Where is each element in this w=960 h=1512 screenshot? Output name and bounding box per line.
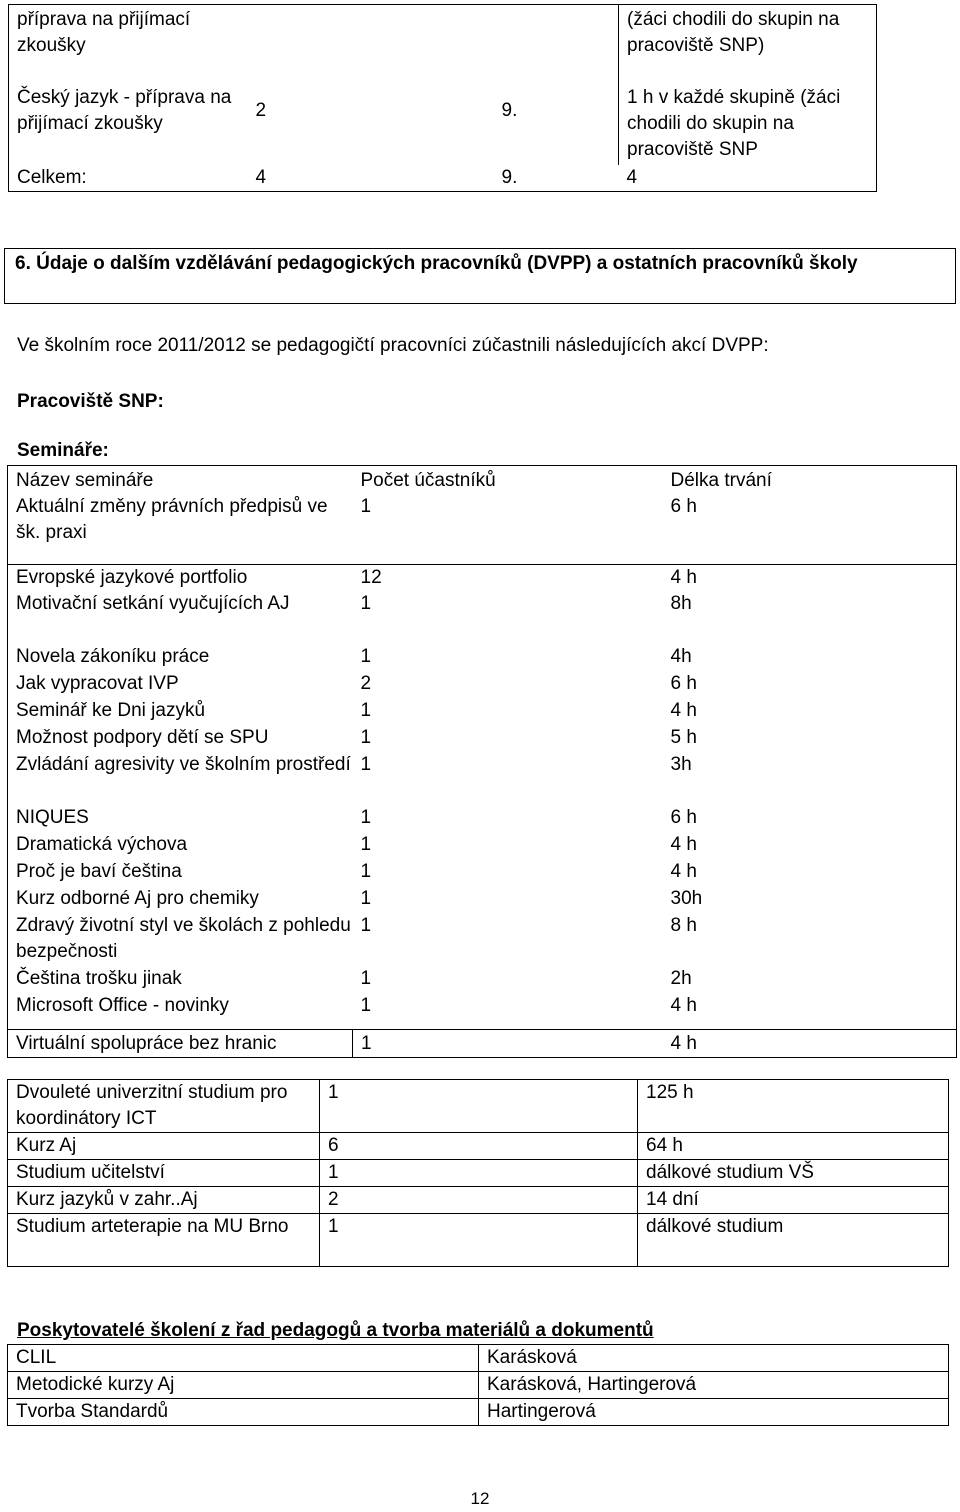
table-cell: Proč je baví čeština xyxy=(8,859,353,886)
table-cell: 1 xyxy=(360,834,372,855)
table-cell: 1 xyxy=(360,915,372,936)
table-row xyxy=(8,494,957,564)
table-row xyxy=(9,5,877,85)
table-cell: 4 h xyxy=(663,1029,957,1057)
table-row xyxy=(8,1029,957,1057)
table-cell: 4h xyxy=(663,644,957,671)
table-row xyxy=(8,832,957,859)
table-cell: Tvorba Standardů xyxy=(8,1399,479,1426)
table-cell: 30h xyxy=(663,886,957,913)
table-cell: 8h xyxy=(663,591,957,644)
table-cell: dálkové studium xyxy=(638,1214,949,1267)
table-cell: Studium učitelství xyxy=(8,1160,320,1187)
table-row xyxy=(8,671,957,698)
table-cell: (žáci chodili do skupin na pracoviště SNP) xyxy=(619,5,877,85)
table-cell xyxy=(254,5,502,85)
table-cell: Virtuální spolupráce bez hranic xyxy=(8,1029,353,1057)
table-row xyxy=(8,1214,949,1267)
table-cell: Aktuální změny právních předpisů ve šk. praxi xyxy=(8,494,353,564)
table-header-row xyxy=(8,466,957,495)
table-cell: Možnost podpory dětí se SPU xyxy=(8,725,353,752)
table-row xyxy=(8,1080,949,1133)
table-row xyxy=(8,752,957,805)
table-row xyxy=(8,591,957,644)
table-cell: příprava na přijímací zkoušky xyxy=(17,9,191,56)
table-cell: 9. xyxy=(501,99,518,121)
table-cell: Evropské jazykové portfolio xyxy=(8,564,353,591)
table-cell: Čeština trošku jinak xyxy=(8,966,353,993)
table-cell: 1 xyxy=(360,593,372,614)
table-row xyxy=(8,698,957,725)
section-heading-box xyxy=(4,248,956,304)
table-cell: Celkem: xyxy=(17,166,87,188)
table-cell: Zvládání agresivity ve školním prostředí xyxy=(8,752,353,805)
table-row xyxy=(8,1187,949,1214)
table-cell: 1 xyxy=(360,968,372,989)
table-row xyxy=(8,859,957,886)
table-cell: 1 xyxy=(360,861,372,882)
table-cell: 1 xyxy=(360,646,372,667)
table-cell: 2 xyxy=(320,1187,638,1214)
table-cell: 2 xyxy=(255,99,267,121)
studies-table xyxy=(7,1079,949,1267)
table-row xyxy=(8,1345,949,1372)
table-cell: 6 h xyxy=(663,494,957,564)
table-cell: 4 h xyxy=(663,993,957,1029)
providers-title: Poskytovatelé školení z řad pedagogů a tvorba materiálů a dokumentů xyxy=(17,1320,654,1341)
table-row xyxy=(8,913,957,966)
table-row xyxy=(8,1160,949,1187)
table-row xyxy=(8,644,957,671)
column-header: Počet účastníků xyxy=(353,466,663,495)
table-cell: 125 h xyxy=(638,1080,949,1133)
table-cell: Zdravý životní styl ve školách z pohledu bezpečnosti xyxy=(8,913,353,966)
table-cell: 4 h xyxy=(663,564,957,591)
site-heading: Pracoviště SNP: xyxy=(17,391,164,412)
table-cell: Dvouleté univerzitní studium pro koordinátory ICT xyxy=(8,1080,320,1133)
table-cell: Dramatická výchova xyxy=(8,832,353,859)
intro-text: Ve školním roce 2011/2012 se pedagogičtí pracovníci zúčastnili následujících akcí DVPP: xyxy=(17,335,769,356)
table-row xyxy=(8,886,957,913)
table-cell: 2h xyxy=(663,966,957,993)
table-cell: Karásková xyxy=(479,1345,949,1372)
table-cell: 8 h xyxy=(663,913,957,966)
table-cell: 6 h xyxy=(663,671,957,698)
section-heading: 6. Údaje o dalším vzdělávání pedagogických pracovníků (DVPP) a ostatních pracovníků školy xyxy=(15,253,858,274)
seminars-table xyxy=(7,465,957,1058)
table-cell: Jak vypracovat IVP xyxy=(8,671,353,698)
table-cell: 12 xyxy=(360,566,382,588)
table-cell: Kurz odborné Aj pro chemiky xyxy=(8,886,353,913)
table-cell: CLIL xyxy=(8,1345,479,1372)
table-cell: 4 xyxy=(626,166,638,188)
table-cell: 5 h xyxy=(663,725,957,752)
table-cell: 64 h xyxy=(638,1133,949,1160)
table-cell: Studium arteterapie na MU Brno xyxy=(8,1214,320,1267)
table-cell: 4 h xyxy=(663,698,957,725)
table-cell: Karásková, Hartingerová xyxy=(479,1372,949,1399)
table-cell: Kurz jazyků v zahr..Aj xyxy=(8,1187,320,1214)
table-cell: 1 xyxy=(353,494,663,564)
table-cell: 1 xyxy=(320,1160,638,1187)
table-cell: 1 xyxy=(360,727,372,748)
table-cell: 1 xyxy=(360,807,372,828)
table-row xyxy=(9,165,877,192)
table-row xyxy=(8,1133,949,1160)
table-cell: Novela zákoníku práce xyxy=(8,644,353,671)
table-row xyxy=(8,966,957,993)
table-cell: dálkové studium VŠ xyxy=(638,1160,949,1187)
table-cell: 1 xyxy=(360,700,372,721)
table-row xyxy=(8,805,957,832)
seminars-label: Semináře: xyxy=(17,440,109,461)
table-cell: Microsoft Office - novinky xyxy=(8,993,353,1029)
table-cell xyxy=(502,5,619,85)
table-cell: 6 h xyxy=(663,805,957,832)
table-row xyxy=(9,85,877,165)
table-cell: 9. xyxy=(501,166,518,188)
table-row xyxy=(8,1372,949,1399)
column-header: Název semináře xyxy=(8,466,353,495)
table-cell: Seminář ke Dni jazyků xyxy=(8,698,353,725)
table-cell: 1 xyxy=(360,888,372,909)
table-cell: Motivační setkání vyučujících AJ xyxy=(8,591,353,644)
table-cell: Český jazyk - příprava na přijímací zkoušky xyxy=(17,86,232,134)
table-cell: NIQUES xyxy=(8,805,353,832)
page-number: 12 xyxy=(470,1489,490,1508)
table-row xyxy=(8,993,957,1029)
table-cell: 1 xyxy=(353,993,663,1029)
table-cell: 1 h v každé skupině (žáci chodili do skupin na pracoviště SNP xyxy=(619,85,877,165)
table-cell: Kurz Aj xyxy=(8,1133,320,1160)
table-cell: Hartingerová xyxy=(479,1399,949,1426)
table-cell: 4 xyxy=(255,166,267,188)
table-cell: 4 h xyxy=(663,859,957,886)
table-cell: 1 xyxy=(360,754,372,775)
table-row xyxy=(8,1399,949,1426)
providers-table xyxy=(7,1344,949,1426)
table-cell: Metodické kurzy Aj xyxy=(8,1372,479,1399)
table-cell: 1 xyxy=(320,1080,638,1133)
table-cell: 1 xyxy=(320,1214,638,1267)
table-cell: 14 dní xyxy=(638,1187,949,1214)
column-header: Délka trvání xyxy=(663,466,957,495)
top-table xyxy=(8,4,877,192)
table-cell: 1 xyxy=(353,1029,663,1057)
table-row xyxy=(8,725,957,752)
table-cell: 3h xyxy=(663,752,957,805)
table-cell: 4 h xyxy=(663,832,957,859)
table-cell: 2 xyxy=(360,673,372,694)
table-row xyxy=(8,564,957,591)
table-cell: 6 xyxy=(320,1133,638,1160)
